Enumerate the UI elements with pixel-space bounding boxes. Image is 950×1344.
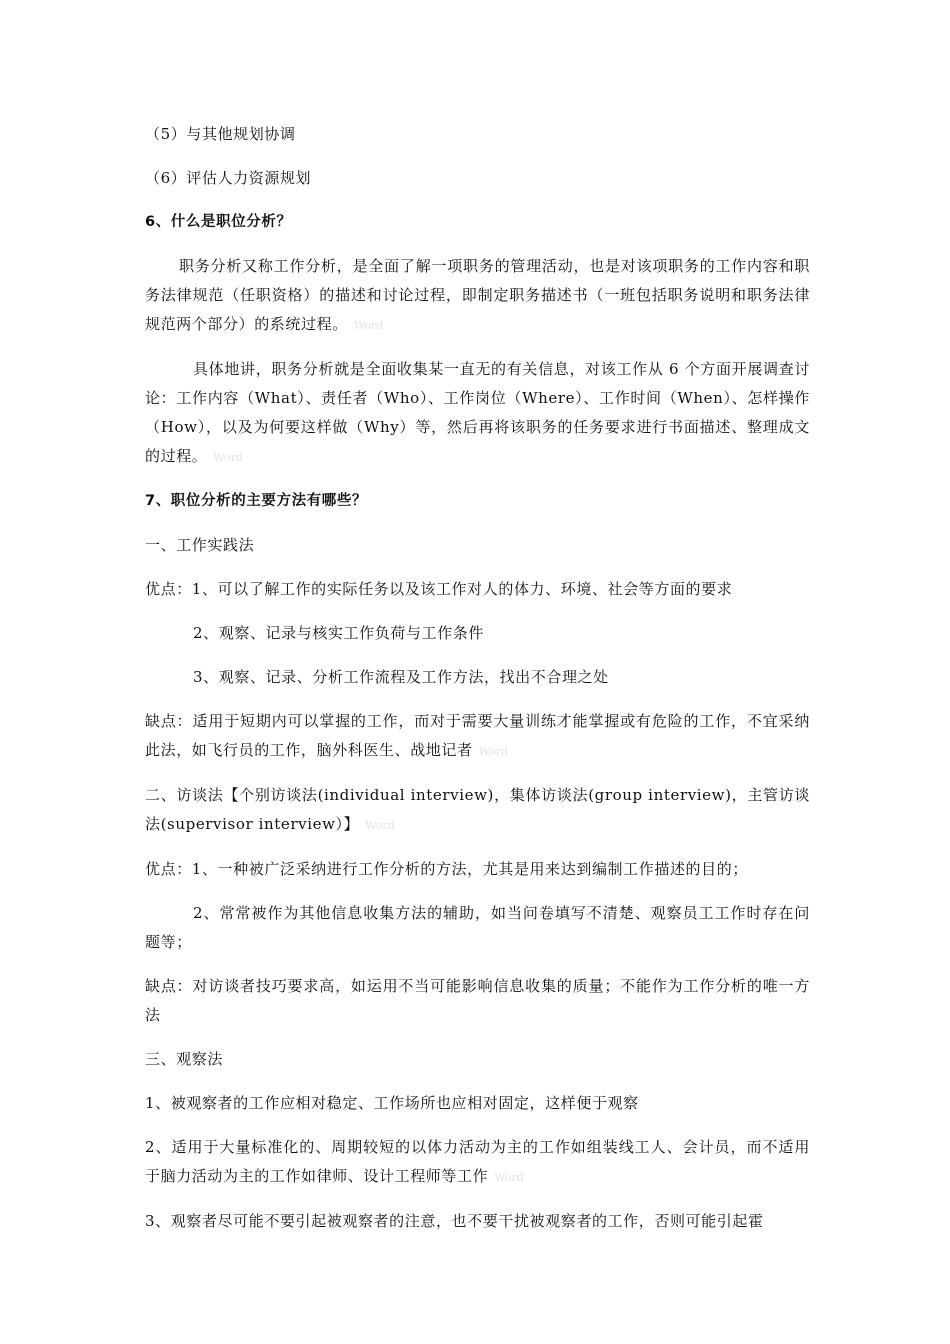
interview-disadvantage: 缺点：对访谈者技巧要求高，如运用不当可能影响信息收集的质量；不能作为工作分析的唯一方法 [145, 977, 810, 1024]
interview-advantage-1: 优点：1、一种被广泛采纳进行工作分析的方法，尤其是用来达到编制工作描述的目的； [145, 860, 748, 878]
watermark-text: Word [478, 745, 509, 758]
section-heading-6: 6、什么是职位分析？ [145, 214, 292, 230]
document-page [145, 120, 810, 1251]
paragraph-definition-text: 职务分析又称工作分析，是全面了解一项职务的管理活动，也是对该项职务的工作内容和职务法律规范（任职资格）的描述和讨论过程，即制定职务描述书（一班包括职务说明和职务法律规范两个部分）的系统过程。 [145, 257, 810, 333]
method-heading-observation: 三、观察法 [145, 1050, 224, 1068]
observation-item-2-text: 2、适用于大量标准化的、周期较短的以体力活动为主的工作如组装线工人、会计员，而不适用于脑力活动为主的工作如律师、设计工程师等工作 [145, 1138, 810, 1185]
watermark-text: Word [494, 1171, 524, 1184]
watermark-text: Word [213, 451, 243, 464]
observation-item-1: 1、被观察者的工作应相对稳定、工作场所也应相对固定，这样便于观察 [145, 1094, 639, 1112]
paragraph-details [145, 355, 810, 472]
paragraph-details-text: 具体地讲，职务分析就是全面收集某一直无的有关信息，对该工作从 6 个方面开展调查讨论：工作内容（What）、责任者（Who）、工作岗位（Where）、工作时间（When）、怎样操作（How），以及为何要这样做（Why）等，然后再将该职务的任务要求进行书面描述、整理成文的过程。 [145, 360, 810, 465]
section-heading-7: 7、职位分析的主要方法有哪些？ [145, 493, 368, 509]
advantage-item-2: 2、观察、记录与核实工作负荷与工作条件 [193, 624, 484, 642]
observation-item-3: 3、观察者尽可能不要引起被观察者的注意，也不要干扰被观察者的工作，否则可能引起霍 [145, 1212, 764, 1230]
list-item-6: （6）评估人力资源规划 [145, 169, 312, 187]
disadvantage-practice-text: 缺点：适用于短期内可以掌握的工作，而对于需要大量训练才能掌握或有危险的工作，不宜采纳此法，如飞行员的工作，脑外科医生、战地记者 [145, 712, 810, 759]
observation-item-2 [145, 1133, 810, 1192]
advantage-item-3: 3、观察、记录、分析工作流程及工作方法，找出不合理之处 [193, 668, 609, 686]
method-heading-interview [145, 781, 810, 840]
list-item-5: （5）与其他规划协调 [145, 125, 296, 143]
method-heading-interview-text: 二、访谈法【个别访谈法(individual interview)，集体访谈法(group interview)，主管访谈法(supervisor interview）】 [145, 786, 810, 833]
interview-advantage-2: 2、常常被作为其他信息收集方法的辅助，如当问卷填写不清楚、观察员工工作时存在问题等； [145, 904, 810, 951]
watermark-text: Word [353, 319, 384, 332]
disadvantage-practice [145, 707, 810, 766]
method-heading-practice: 一、工作实践法 [145, 536, 255, 554]
watermark-text: Word [365, 819, 395, 832]
paragraph-definition [145, 252, 810, 340]
advantage-item-1: 优点：1、可以了解工作的实际任务以及该工作对人的体力、环境、社会等方面的要求 [145, 580, 733, 598]
